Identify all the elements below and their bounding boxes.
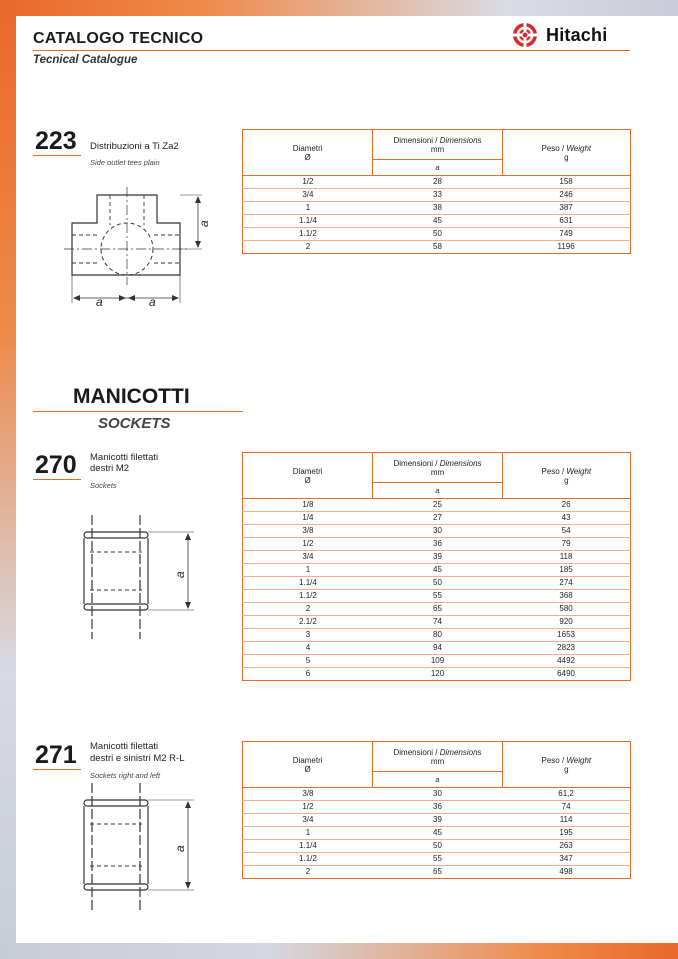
dimension-a-label: a <box>173 845 187 852</box>
table-row <box>243 215 631 228</box>
socket-drawing <box>78 512 198 642</box>
product-name: Manicotti filettati <box>90 741 159 752</box>
cell-dimension-a: 36 <box>373 538 502 551</box>
cell-diameter: 2 <box>243 603 373 616</box>
column-header-a: a <box>373 160 502 176</box>
hitachi-logo-icon <box>512 22 538 48</box>
cell-weight: 498 <box>559 867 573 876</box>
cell-diameter: 3/4 <box>243 189 373 202</box>
table-row <box>243 853 631 866</box>
cell-diameter: 1.1/2 <box>243 590 373 603</box>
cell-weight: 43 <box>502 512 630 525</box>
cell-diameter: 1/4 <box>243 512 373 525</box>
brand-logo <box>512 22 607 48</box>
cell-weight: 61,2 <box>502 788 630 801</box>
cell-dimension-a: 65 <box>433 867 442 876</box>
table-body <box>243 788 631 879</box>
cell-diameter: 3/8 <box>243 788 373 801</box>
cell-diameter: 6 <box>305 669 311 678</box>
product-code-underline <box>33 155 81 156</box>
cell-weight: 1653 <box>502 629 630 642</box>
brand-name: Hitachi <box>546 24 608 45</box>
column-header-a: a <box>373 772 502 788</box>
tee-fitting-drawing <box>62 185 220 310</box>
product-name-english: Sockets <box>90 481 117 490</box>
cell-weight: 26 <box>502 499 630 512</box>
cell-diameter: 1.1/4 <box>243 840 373 853</box>
table-row <box>243 788 631 801</box>
product-name-line2: destri M2 <box>90 463 130 474</box>
cell-dimension-a: 94 <box>373 642 502 655</box>
cell-diameter: 2 <box>305 242 311 251</box>
cell-dimension-a: 38 <box>373 202 502 215</box>
product-name-english: Sockets right and left <box>90 771 161 780</box>
table-row <box>243 655 631 668</box>
cell-dimension-a: 28 <box>373 176 502 189</box>
cell-dimension-a: 65 <box>373 603 502 616</box>
product-code-underline <box>33 479 81 480</box>
socket-rl-drawing <box>78 780 198 915</box>
cell-diameter: 3/4 <box>243 551 373 564</box>
cell-diameter: 1.1/2 <box>243 853 373 866</box>
cell-weight: 263 <box>502 840 630 853</box>
table-row <box>243 814 631 827</box>
column-header-weight: Peso / Weight g <box>502 130 630 176</box>
product-code: 223 <box>35 127 77 155</box>
cell-diameter: 2 <box>305 867 311 876</box>
table-row <box>243 499 631 512</box>
cell-dimension-a: 109 <box>373 655 502 668</box>
cell-weight: 749 <box>502 228 630 241</box>
table-body <box>243 499 631 681</box>
product-name: Distribuzioni a Ti Za2 <box>90 141 179 152</box>
table-row <box>243 577 631 590</box>
table-row <box>243 603 631 616</box>
product-code: 271 <box>35 741 77 769</box>
page-frame-left <box>0 0 16 959</box>
column-header-a: a <box>373 483 502 499</box>
product-code: 270 <box>35 451 77 479</box>
cell-diameter: 4 <box>243 642 373 655</box>
cell-dimension-a: 45 <box>373 564 502 577</box>
table-row <box>243 512 631 525</box>
cell-dimension-a: 45 <box>373 827 502 840</box>
cell-weight: 274 <box>502 577 630 590</box>
cell-weight: 74 <box>502 801 630 814</box>
column-header-diameter: Diametri Ø <box>243 453 373 499</box>
cell-weight: 580 <box>502 603 630 616</box>
table-row <box>243 176 631 189</box>
cell-weight: 347 <box>502 853 630 866</box>
column-header-weight: Peso / Weight g <box>502 453 630 499</box>
table-row <box>243 642 631 655</box>
cell-dimension-a: 50 <box>373 228 502 241</box>
cell-diameter: 1 <box>243 827 373 840</box>
dimension-a-label: a <box>96 295 103 309</box>
cell-weight: 185 <box>502 564 630 577</box>
cell-weight: 4492 <box>502 655 630 668</box>
cell-weight: 246 <box>502 189 630 202</box>
cell-weight: 1196 <box>557 242 575 251</box>
table-row <box>243 866 631 879</box>
cell-diameter: 3 <box>243 629 373 642</box>
page-title: CATALOGO TECNICO <box>33 30 204 47</box>
cell-diameter: 3/4 <box>243 814 373 827</box>
cell-weight: 118 <box>502 551 630 564</box>
column-header-weight: Peso / Weight g <box>502 742 630 788</box>
cell-dimension-a: 58 <box>433 242 442 251</box>
cell-diameter: 1/2 <box>243 538 373 551</box>
spec-table-223 <box>242 129 631 254</box>
section-title: MANICOTTI <box>73 385 190 408</box>
cell-dimension-a: 36 <box>373 801 502 814</box>
header-divider <box>33 50 630 51</box>
page-subtitle: Tecnical Catalogue <box>33 54 138 66</box>
cell-diameter: 1 <box>243 202 373 215</box>
dimension-a-label: a <box>173 571 187 578</box>
dimension-a-label: a <box>197 220 211 227</box>
cell-diameter: 3/8 <box>243 525 373 538</box>
cell-dimension-a: 25 <box>373 499 502 512</box>
page-frame-bottom <box>0 943 678 959</box>
cell-diameter: 1.1/4 <box>243 577 373 590</box>
cell-diameter: 1/2 <box>243 801 373 814</box>
cell-dimension-a: 74 <box>373 616 502 629</box>
cell-weight: 387 <box>502 202 630 215</box>
cell-dimension-a: 50 <box>373 577 502 590</box>
section-divider <box>33 411 243 412</box>
table-row <box>243 241 631 254</box>
cell-dimension-a: 45 <box>373 215 502 228</box>
cell-weight: 114 <box>502 814 630 827</box>
table-row <box>243 564 631 577</box>
cell-dimension-a: 30 <box>373 788 502 801</box>
product-name-line2: destri e sinistri M2 R-L <box>90 753 185 764</box>
cell-dimension-a: 30 <box>373 525 502 538</box>
cell-diameter: 1/2 <box>243 176 373 189</box>
cell-diameter: 1/8 <box>243 499 373 512</box>
cell-dimension-a: 39 <box>373 814 502 827</box>
table-row <box>243 801 631 814</box>
table-row <box>243 228 631 241</box>
cell-dimension-a: 33 <box>373 189 502 202</box>
product-name-english: Side outlet tees plain <box>90 158 160 167</box>
column-header-diameter: Diametri Ø <box>243 130 373 176</box>
table-row <box>243 189 631 202</box>
table-row <box>243 629 631 642</box>
spec-table-271 <box>242 741 631 879</box>
dimension-a-label: a <box>149 295 156 309</box>
column-header-dimensions: Dimensioni / Dimensions mm <box>373 742 502 772</box>
cell-dimension-a: 39 <box>373 551 502 564</box>
column-header-dimensions: Dimensioni / Dimensions mm <box>373 130 502 160</box>
cell-diameter: 5 <box>243 655 373 668</box>
table-row <box>243 202 631 215</box>
cell-weight: 54 <box>502 525 630 538</box>
cell-weight: 158 <box>502 176 630 189</box>
cell-weight: 631 <box>502 215 630 228</box>
table-row <box>243 840 631 853</box>
cell-diameter: 1.1/2 <box>243 228 373 241</box>
cell-dimension-a: 55 <box>373 590 502 603</box>
product-code-underline <box>33 769 81 770</box>
table-row <box>243 616 631 629</box>
cell-weight: 195 <box>502 827 630 840</box>
table-row <box>243 525 631 538</box>
cell-weight: 79 <box>502 538 630 551</box>
spec-table-270 <box>242 452 631 681</box>
cell-dimension-a: 55 <box>373 853 502 866</box>
cell-dimension-a: 50 <box>373 840 502 853</box>
cell-weight: 6490 <box>557 669 575 678</box>
section-subtitle: SOCKETS <box>98 415 171 432</box>
cell-dimension-a: 80 <box>373 629 502 642</box>
product-name: Manicotti filettati <box>90 452 159 463</box>
cell-weight: 368 <box>502 590 630 603</box>
table-body <box>243 176 631 254</box>
table-row <box>243 590 631 603</box>
table-row <box>243 551 631 564</box>
column-header-diameter: Diametri Ø <box>243 742 373 788</box>
page-frame-top <box>0 0 678 16</box>
cell-diameter: 1.1/4 <box>243 215 373 228</box>
cell-weight: 2823 <box>502 642 630 655</box>
table-row <box>243 827 631 840</box>
cell-dimension-a: 120 <box>430 669 445 678</box>
cell-weight: 920 <box>502 616 630 629</box>
table-row <box>243 668 631 681</box>
table-row <box>243 538 631 551</box>
cell-dimension-a: 27 <box>373 512 502 525</box>
cell-diameter: 1 <box>243 564 373 577</box>
column-header-dimensions: Dimensioni / Dimensions mm <box>373 453 502 483</box>
cell-diameter: 2.1/2 <box>243 616 373 629</box>
